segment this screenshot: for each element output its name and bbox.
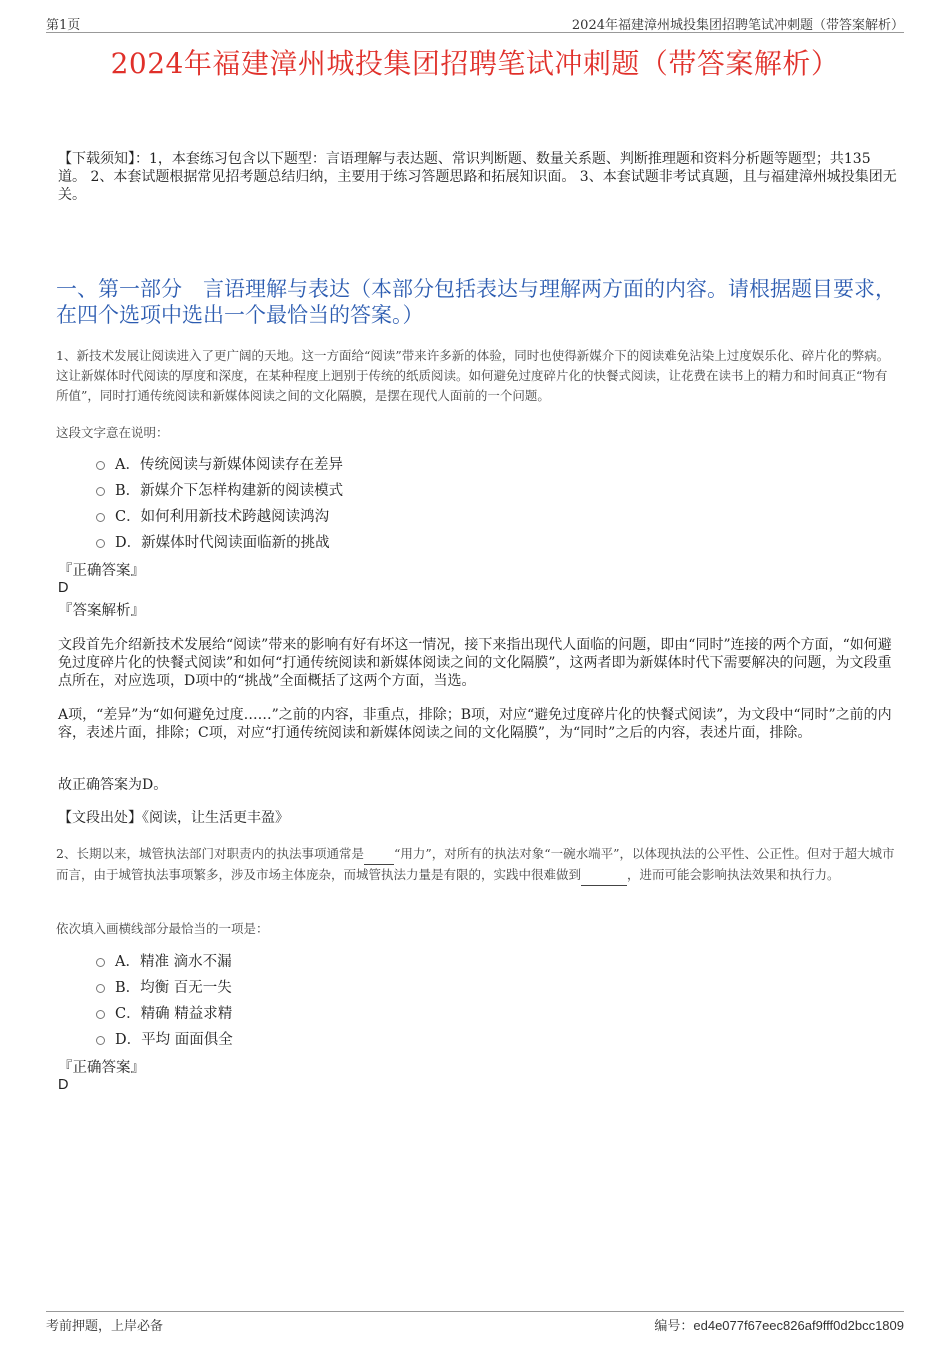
radio-icon[interactable]	[96, 1036, 105, 1045]
radio-icon[interactable]	[96, 984, 105, 993]
option-a[interactable]: A．传统阅读与新媒体阅读存在差异	[96, 452, 343, 478]
option-d[interactable]: D．新媒体时代阅读面临新的挑战	[96, 530, 343, 556]
option-b[interactable]: B．均衡 百无一失	[96, 975, 233, 1001]
option-b[interactable]: B．新媒介下怎样构建新的阅读模式	[96, 478, 343, 504]
analysis-paragraph-2: A项，“差异”为“如何避免过度……”之前的内容，非重点，排除；B项，对应“避免过度碎片化的快餐式阅读”，为文段中“同时”之前的内容，表述片面，排除；C项，对应“打通传统阅读和新媒体阅读之间的文化隔膜”，为“同时”之后的内容，表述片面，排除。	[58, 707, 892, 741]
answer-value: D	[58, 1077, 69, 1093]
document-title: 2024年福建漳州城投集团招聘笔试冲刺题（带答案解析）	[110, 47, 840, 80]
header-doc-title: 2024年福建漳州城投集团招聘笔试冲刺题（带答案解析）	[571, 18, 904, 33]
radio-icon[interactable]	[96, 487, 105, 496]
section-heading: 一、第一部分 言语理解与表达（本部分包括表达与理解两方面的内容。请根据题目要求，在四个选项中选出一个最恰当的答案。）	[56, 277, 896, 327]
passage-source: 【文段出处】《阅读，让生活更丰盈》	[58, 810, 289, 826]
footer-slogan: 考前押题，上岸必备	[46, 1319, 164, 1334]
answer-label: 『正确答案』	[58, 563, 145, 579]
option-a[interactable]: A．精准 滴水不漏	[96, 949, 233, 975]
analysis-label: 『答案解析』	[58, 603, 145, 619]
radio-icon[interactable]	[96, 1010, 105, 1019]
answer-label: 『正确答案』	[58, 1060, 145, 1076]
option-c[interactable]: C．精确 精益求精	[96, 1001, 233, 1027]
question-2-stem: 2、长期以来，城管执法部门对职责内的执法事项通常是 “用力”，对所有的执法对象“一碗水端平”，以体现执法的公平性、公正性。但对于超大城市而言，由于城管执法事项繁多，涉及市场主体庞杂，而城管执法力量是有限的，实践中很难做到 ，进而可能会影响执法效果和执行力。	[56, 844, 896, 886]
radio-icon[interactable]	[96, 958, 105, 967]
page-header	[46, 14, 904, 33]
fill-blank-2[interactable]	[581, 865, 627, 886]
option-d[interactable]: D．平均 面面俱全	[96, 1027, 233, 1053]
question-1-stem: 1、新技术发展让阅读进入了更广阔的天地。这一方面给“阅读”带来许多新的体验，同时也使得新媒介下的阅读难免沾染上过度娱乐化、碎片化的弊病。这让新媒体时代阅读的厚度和深度，在某种程度上迥别于传统的纸质阅读。如何避免过度碎片化的快餐式阅读，让花费在读书上的精力和时间真正“物有所值”，同时打通传统阅读和新媒体阅读之间的文化隔膜，是摆在现代人面前的一个问题。	[56, 348, 890, 403]
question-1-options	[96, 452, 343, 556]
analysis-paragraph-1: 文段首先介绍新技术发展给“阅读”带来的影响有好有坏这一情况，接下来指出现代人面临的问题，即由“同时”连接的两个方面，“如何避免过度碎片化的快餐式阅读”和如何“打通传统阅读和新媒体阅读之间的文化隔膜”，这两者即为新媒体时代下需要解决的问题，为文段重点所在，对应选项，D项中的“挑战”全面概括了这两个方面，当选。	[58, 637, 892, 689]
radio-icon[interactable]	[96, 513, 105, 522]
question-2-prompt: 依次填入画横线部分最恰当的一项是：	[56, 921, 269, 936]
analysis-conclusion: 故正确答案为D。	[58, 777, 168, 793]
question-1-prompt: 这段文字意在说明：	[56, 425, 169, 440]
option-c[interactable]: C．如何利用新技术跨越阅读鸿沟	[96, 504, 343, 530]
question-2-options	[96, 949, 233, 1053]
download-notice: 【下载须知】：1，本套练习包含以下题型：言语理解与表达题、常识判断题、数量关系题、判断推理题和资料分析题等题型；共135道。 2、本套试题根据常见招考题总结归纳，主要用于练习答题思路和拓展知识面。 3、本套试题非考试真题，且与福建漳州城投集团无关。	[58, 151, 897, 203]
page-footer	[46, 1311, 904, 1335]
radio-icon[interactable]	[96, 539, 105, 548]
footer-code: 编号：ed4e077f67eec826af9fff0d2bcc1809	[654, 1318, 904, 1334]
fill-blank-1[interactable]	[364, 844, 394, 865]
radio-icon[interactable]	[96, 461, 105, 470]
page-number: 第1页	[46, 18, 81, 33]
answer-value: D	[58, 580, 69, 596]
